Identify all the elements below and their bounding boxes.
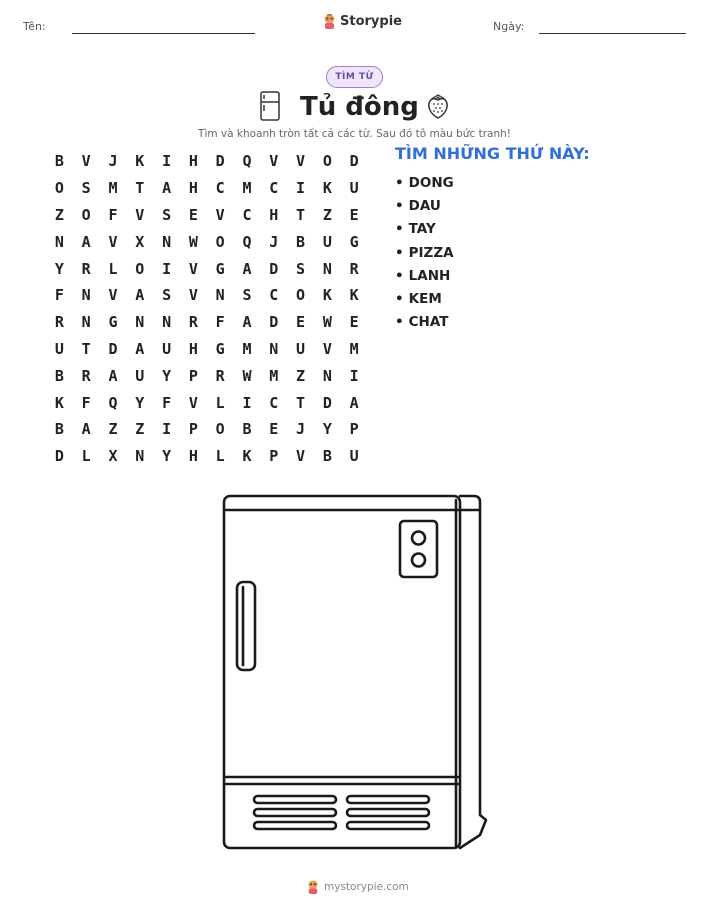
grid-letter[interactable]: T bbox=[296, 205, 306, 224]
grid-letter[interactable]: J bbox=[269, 232, 279, 251]
grid-letter[interactable]: K bbox=[54, 393, 64, 412]
grid-letter[interactable]: G bbox=[349, 232, 359, 251]
grid-letter[interactable]: O bbox=[215, 232, 225, 251]
storypie-logo-icon bbox=[306, 879, 320, 895]
date-label: Ngày: bbox=[493, 20, 525, 33]
grid-letter[interactable]: F bbox=[54, 286, 64, 305]
word-list-item: • DONG bbox=[395, 171, 454, 194]
grid-letter[interactable]: H bbox=[188, 339, 198, 358]
date-line bbox=[539, 33, 686, 34]
grid-letter[interactable]: V bbox=[108, 232, 118, 251]
grid-letter[interactable]: Z bbox=[108, 420, 118, 439]
grid-letter[interactable]: L bbox=[215, 393, 225, 412]
grid-letter[interactable]: Z bbox=[135, 420, 145, 439]
grid-letter[interactable]: H bbox=[188, 179, 198, 198]
grid-letter[interactable]: V bbox=[188, 393, 198, 412]
instructions: Tìm và khoanh tròn tất cả các từ. Sau đó tô màu bức tranh! bbox=[198, 128, 511, 140]
name-label: Tên: bbox=[23, 20, 46, 33]
grid-letter[interactable]: Z bbox=[296, 366, 306, 385]
grid-letter[interactable]: X bbox=[135, 232, 145, 251]
grid-letter[interactable]: O bbox=[322, 152, 332, 171]
grid-letter[interactable]: Y bbox=[135, 393, 145, 412]
grid-letter[interactable]: W bbox=[242, 366, 252, 385]
grid-letter[interactable]: B bbox=[322, 447, 332, 466]
grid-letter[interactable]: W bbox=[188, 232, 198, 251]
grid-letter[interactable]: F bbox=[162, 393, 172, 412]
footer-brand bbox=[306, 879, 409, 895]
grid-letter[interactable]: V bbox=[108, 286, 118, 305]
grid-letter[interactable]: A bbox=[135, 286, 145, 305]
grid-letter[interactable]: R bbox=[349, 259, 359, 278]
grid-letter[interactable]: V bbox=[296, 447, 306, 466]
grid-letter[interactable]: U bbox=[349, 447, 359, 466]
grid-letter[interactable]: S bbox=[242, 286, 252, 305]
grid-letter[interactable]: D bbox=[269, 259, 279, 278]
grid-letter[interactable]: D bbox=[108, 339, 118, 358]
grid-letter[interactable]: W bbox=[322, 313, 332, 332]
grid-letter[interactable]: U bbox=[54, 339, 64, 358]
name-line bbox=[72, 33, 255, 34]
grid-letter[interactable]: N bbox=[162, 232, 172, 251]
grid-letter[interactable]: N bbox=[269, 339, 279, 358]
grid-letter[interactable]: R bbox=[81, 366, 91, 385]
grid-letter[interactable]: V bbox=[215, 205, 225, 224]
grid-letter[interactable]: K bbox=[242, 447, 252, 466]
grid-letter[interactable]: V bbox=[322, 339, 332, 358]
grid-letter[interactable]: I bbox=[242, 393, 252, 412]
grid-letter[interactable]: P bbox=[188, 366, 198, 385]
page-title: Tủ đông bbox=[300, 92, 419, 122]
grid-letter[interactable]: J bbox=[108, 152, 118, 171]
grid-letter[interactable]: P bbox=[188, 420, 198, 439]
grid-letter[interactable]: A bbox=[242, 313, 252, 332]
grid-letter[interactable]: O bbox=[215, 420, 225, 439]
grid-letter[interactable]: A bbox=[108, 366, 118, 385]
grid-letter[interactable]: N bbox=[162, 313, 172, 332]
brand-name: Storypie bbox=[340, 14, 402, 29]
grid-letter[interactable]: N bbox=[135, 313, 145, 332]
grid-letter[interactable]: E bbox=[296, 313, 306, 332]
grid-letter[interactable]: P bbox=[349, 420, 359, 439]
grid-letter[interactable]: A bbox=[349, 393, 359, 412]
grid-letter[interactable]: G bbox=[108, 313, 118, 332]
grid-letter[interactable]: U bbox=[296, 339, 306, 358]
grid-letter[interactable]: Q bbox=[242, 152, 252, 171]
grid-letter[interactable]: L bbox=[81, 447, 91, 466]
word-list-item: • DAU bbox=[395, 194, 454, 217]
grid-letter[interactable]: S bbox=[162, 205, 172, 224]
word-list-title: TÌM NHỮNG THỨ NÀY: bbox=[395, 144, 590, 163]
grid-letter[interactable]: J bbox=[296, 420, 306, 439]
grid-letter[interactable]: N bbox=[81, 313, 91, 332]
grid-letter[interactable]: R bbox=[188, 313, 198, 332]
grid-letter[interactable]: B bbox=[54, 152, 64, 171]
grid-letter[interactable]: I bbox=[296, 179, 306, 198]
grid-letter[interactable]: N bbox=[81, 286, 91, 305]
grid-letter[interactable]: Q bbox=[108, 393, 118, 412]
grid-letter[interactable]: D bbox=[269, 313, 279, 332]
grid-letter[interactable]: U bbox=[322, 232, 332, 251]
grid-letter[interactable]: M bbox=[349, 339, 359, 358]
grid-letter[interactable]: A bbox=[135, 339, 145, 358]
grid-letter[interactable]: K bbox=[322, 179, 332, 198]
grid-letter[interactable]: N bbox=[135, 447, 145, 466]
grid-letter[interactable]: R bbox=[215, 366, 225, 385]
grid-letter[interactable]: U bbox=[349, 179, 359, 198]
grid-letter[interactable]: I bbox=[349, 366, 359, 385]
grid-letter[interactable]: E bbox=[188, 205, 198, 224]
grid-letter[interactable]: S bbox=[162, 286, 172, 305]
grid-letter[interactable]: V bbox=[135, 205, 145, 224]
grid-letter[interactable]: Y bbox=[162, 447, 172, 466]
footer-url: mystorypie.com bbox=[324, 881, 409, 893]
grid-letter[interactable]: D bbox=[322, 393, 332, 412]
grid-letter[interactable]: M bbox=[242, 179, 252, 198]
word-list-item: • KEM bbox=[395, 287, 454, 310]
grid-letter[interactable]: I bbox=[162, 420, 172, 439]
grid-letter[interactable]: B bbox=[242, 420, 252, 439]
strawberry-icon bbox=[424, 92, 452, 120]
grid-letter[interactable]: A bbox=[242, 259, 252, 278]
grid-letter[interactable]: K bbox=[349, 286, 359, 305]
grid-letter[interactable]: V bbox=[296, 152, 306, 171]
grid-letter[interactable]: O bbox=[81, 205, 91, 224]
grid-letter[interactable]: A bbox=[81, 232, 91, 251]
grid-letter[interactable]: I bbox=[162, 152, 172, 171]
grid-letter[interactable]: C bbox=[269, 179, 279, 198]
grid-letter[interactable]: E bbox=[349, 313, 359, 332]
grid-letter[interactable]: Q bbox=[242, 232, 252, 251]
grid-letter[interactable]: Y bbox=[322, 420, 332, 439]
grid-letter[interactable]: N bbox=[322, 259, 332, 278]
grid-letter[interactable]: K bbox=[135, 152, 145, 171]
grid-letter[interactable]: M bbox=[108, 179, 118, 198]
grid-letter[interactable]: C bbox=[269, 286, 279, 305]
grid-letter[interactable]: U bbox=[162, 339, 172, 358]
grid-letter[interactable]: F bbox=[215, 313, 225, 332]
grid-letter[interactable]: B bbox=[296, 232, 306, 251]
grid-letter[interactable]: A bbox=[162, 179, 172, 198]
grid-letter[interactable]: N bbox=[322, 366, 332, 385]
grid-letter[interactable]: T bbox=[81, 339, 91, 358]
grid-letter[interactable]: V bbox=[188, 286, 198, 305]
grid-letter[interactable]: K bbox=[322, 286, 332, 305]
grid-letter[interactable]: A bbox=[81, 420, 91, 439]
word-list-item: • PIZZA bbox=[395, 241, 454, 264]
grid-letter[interactable]: N bbox=[215, 286, 225, 305]
word-list-item: • CHAT bbox=[395, 311, 454, 334]
grid-letter[interactable]: C bbox=[215, 179, 225, 198]
grid-letter[interactable]: T bbox=[296, 393, 306, 412]
grid-letter[interactable]: I bbox=[162, 259, 172, 278]
grid-letter[interactable]: Y bbox=[54, 259, 64, 278]
word-search-badge: TÌM TỪ bbox=[326, 66, 383, 88]
word-list bbox=[395, 171, 454, 334]
grid-letter[interactable]: O bbox=[296, 286, 306, 305]
grid-letter[interactable]: U bbox=[135, 366, 145, 385]
grid-letter[interactable]: N bbox=[54, 232, 64, 251]
grid-letter[interactable]: P bbox=[269, 447, 279, 466]
grid-letter[interactable]: H bbox=[188, 152, 198, 171]
grid-letter[interactable]: D bbox=[349, 152, 359, 171]
grid-letter[interactable]: G bbox=[215, 259, 225, 278]
grid-letter[interactable]: B bbox=[54, 366, 64, 385]
grid-letter[interactable]: R bbox=[81, 259, 91, 278]
grid-letter[interactable]: Y bbox=[162, 366, 172, 385]
grid-letter[interactable]: C bbox=[242, 205, 252, 224]
grid-letter[interactable]: V bbox=[269, 152, 279, 171]
fridge-illustration bbox=[218, 490, 490, 852]
grid-letter[interactable]: O bbox=[54, 179, 64, 198]
grid-letter[interactable]: M bbox=[269, 366, 279, 385]
letter-grid bbox=[46, 148, 368, 470]
grid-letter[interactable]: L bbox=[215, 447, 225, 466]
grid-letter[interactable]: E bbox=[269, 420, 279, 439]
grid-letter[interactable]: V bbox=[81, 152, 91, 171]
grid-letter[interactable]: M bbox=[242, 339, 252, 358]
grid-letter[interactable]: G bbox=[215, 339, 225, 358]
storypie-logo-icon bbox=[322, 13, 337, 30]
grid-letter[interactable]: D bbox=[215, 152, 225, 171]
brand-logo bbox=[322, 13, 402, 30]
grid-letter[interactable]: F bbox=[108, 205, 118, 224]
grid-letter[interactable]: T bbox=[135, 179, 145, 198]
grid-letter[interactable]: B bbox=[54, 420, 64, 439]
grid-letter[interactable]: R bbox=[54, 313, 64, 332]
grid-letter[interactable]: V bbox=[188, 259, 198, 278]
grid-letter[interactable]: D bbox=[54, 447, 64, 466]
grid-letter[interactable]: Z bbox=[54, 205, 64, 224]
grid-letter[interactable]: E bbox=[349, 205, 359, 224]
word-list-item: • LANH bbox=[395, 264, 454, 287]
grid-letter[interactable]: S bbox=[296, 259, 306, 278]
grid-letter[interactable]: H bbox=[269, 205, 279, 224]
grid-letter[interactable]: O bbox=[135, 259, 145, 278]
grid-letter[interactable]: F bbox=[81, 393, 91, 412]
word-list-item: • TAY bbox=[395, 218, 454, 241]
grid-letter[interactable]: C bbox=[269, 393, 279, 412]
grid-letter[interactable]: L bbox=[108, 259, 118, 278]
grid-letter[interactable]: S bbox=[81, 179, 91, 198]
fridge-icon bbox=[259, 91, 281, 121]
grid-letter[interactable]: Z bbox=[322, 205, 332, 224]
grid-letter[interactable]: H bbox=[188, 447, 198, 466]
grid-letter[interactable]: X bbox=[108, 447, 118, 466]
